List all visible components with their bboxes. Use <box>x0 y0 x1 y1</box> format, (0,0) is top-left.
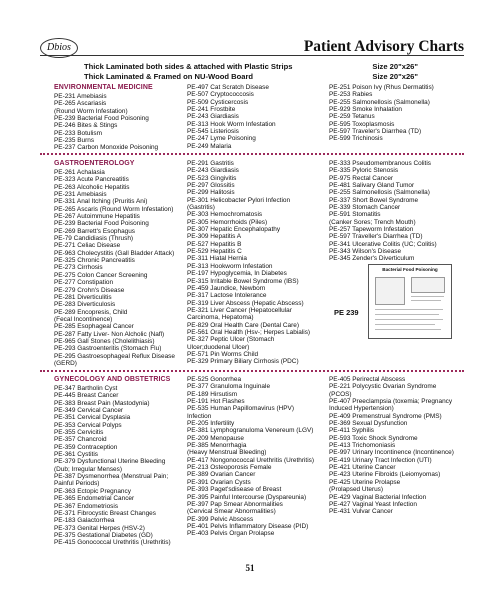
list-item: PE-361 Cystitis <box>54 451 99 459</box>
list-item: PE-239 Bacterial Food Poisoning <box>54 220 149 228</box>
list-item: PE-315 Irritable Bowel Syndrome (IBS) <box>187 277 299 285</box>
list-item: PE-355 Cervicitis <box>54 429 104 437</box>
sample-chart-figure <box>411 277 445 293</box>
list-item: PE-311 Hiatal Hernia <box>187 255 247 263</box>
list-item: PE-509 Cysticercosis <box>187 98 249 106</box>
list-item: (Gastritis) <box>187 204 215 212</box>
list-item: PE-235 Burns <box>54 137 95 145</box>
list-item: PE-301 Helicobacter Pylori Infection <box>187 196 291 204</box>
list-item: PE-529 Hepatitis C <box>187 248 242 256</box>
list-item: PE-347 Bartholin Cyst <box>54 385 118 392</box>
list-item: PE-277 Constipation <box>54 279 114 287</box>
list-item: PE-497 Cat Scratch Disease <box>187 84 269 91</box>
list-item: PE-267 Autoimmune Hepatitis <box>54 213 140 221</box>
list-item: PE-197 Hypoglycemia, In Diabetes <box>187 270 287 278</box>
list-item: PE-523 Gingivitis <box>187 174 237 182</box>
sample-chart-text-line <box>375 324 435 325</box>
list-item: PE-313 Hookworm Infestation <box>187 262 273 270</box>
list-item: PE-413 Trichomoniasis <box>329 442 396 450</box>
list-item: PE-246 Bites & Stings <box>54 122 118 130</box>
list-item: PE-233 Botulism <box>54 129 102 137</box>
list-item: PE-371 Fibrocystic Breast Changes <box>54 509 156 517</box>
list-item: PE-263 Alcoholic Hepatitis <box>54 183 130 191</box>
list-item: PE-597 Traveler's Diarrhea (TD) <box>329 128 422 136</box>
list-item: PE-265 Ascariasis <box>54 100 107 108</box>
sample-chart-text-line <box>375 309 443 310</box>
list-item: PE-79 Candidiasis (Thrush) <box>54 235 134 243</box>
list-item: PE-247 Lyme Poisoning <box>187 135 256 143</box>
list-item: PE-965 Gall Stones (Cholelithiasis) <box>54 337 155 345</box>
list-item: PE-343 Wilson's Disease <box>329 248 402 256</box>
column-3 <box>329 160 437 263</box>
list-item: PE-383 Breast Pain (Mastodynia) <box>54 399 150 407</box>
list-item: PE-289 Encopresis, Child <box>54 308 128 316</box>
list-item: (Dub; Irregular Menses) <box>54 465 122 473</box>
list-item: PE-405 Perirectal Abscess <box>329 376 406 383</box>
list-item: PE-261 Achalasia <box>54 169 105 176</box>
list-item: (Fecal Incontinence) <box>54 315 113 323</box>
list-item: PE-401 Pelvis Inflammatory Disease (PID) <box>187 522 309 530</box>
column-2 <box>187 84 276 150</box>
list-item: PE-183 Galactorrhea <box>54 517 115 525</box>
list-item: PE-379 Dysfunctional Uterine Bleeding <box>54 458 166 466</box>
list-item: PE-431 Vulvar Cancer <box>329 508 393 516</box>
list-item: PE-929 Smoke Inhalation <box>329 106 403 114</box>
sample-chart-text-line <box>375 319 443 320</box>
list-item: PE-353 Cervical Polyps <box>54 421 122 429</box>
list-item: PE-231 Amebiasis <box>54 93 107 100</box>
list-item: PE-507 Cryptococcosis <box>187 91 254 99</box>
list-item: PE-369 Sexual Dysfunction <box>329 420 408 428</box>
column-2 <box>187 160 310 366</box>
list-item: PE-241 Frostbite <box>187 106 236 114</box>
section-title: GYNECOLOGY AND OBSTETRICS <box>54 376 171 383</box>
list-item: PE-297 Glossitis <box>187 182 235 190</box>
list-item: PE-335 Pyloric Stenosis <box>329 167 399 175</box>
column-1 <box>54 93 158 152</box>
column-2 <box>187 376 314 538</box>
list-item: PE-337 Short Bowel Syndrome <box>329 196 419 204</box>
list-item: PE-591 Stomatitis <box>329 211 381 219</box>
list-item: PE-403 Pelvis Organ Prolapse <box>187 530 275 538</box>
list-item: PE-593 Toxic Shock Syndrome <box>329 434 418 442</box>
list-item: PE-255 Salmonellosis (Salmonella) <box>329 98 430 106</box>
list-item: PE-597 Traveller's Diarrhea (TD) <box>329 233 423 241</box>
list-item: PE-525 Gonorrhea <box>187 376 242 383</box>
list-item: PE-265 Ascaris (Round Worm Infestation) <box>54 205 174 213</box>
list-item: Infection <box>187 412 212 420</box>
list-item: PE-459 Jaundice, Newborn <box>187 284 266 292</box>
list-item: PE-319 Liver Abscess (Hepatic Abscess) <box>187 299 304 307</box>
list-item: PE-367 Endometriosis <box>54 502 119 510</box>
list-item: PE-571 Pin Worms Child <box>187 350 259 358</box>
list-item: PE-349 Cervical Cancer <box>54 407 124 415</box>
list-item: PE-429 Vaginal Bacterial Infection <box>329 493 427 501</box>
list-item: (Cervical Smear Abnormalities) <box>187 508 276 516</box>
list-item: PE-975 Rectal Cancer <box>329 174 394 182</box>
list-item: Ulcer;duodenal Ulcer) <box>187 343 250 351</box>
list-item: PE-299 Halitosis <box>187 189 235 197</box>
brand-logo: Dbios <box>40 38 78 58</box>
list-item: PE-389 Ovarian Cancer <box>187 471 256 479</box>
list-item: PE-249 Malaria <box>187 142 232 150</box>
list-item: PE-829 Oral Health Care (Dental Care) <box>187 321 299 329</box>
list-item: PE-381 Lymphogranuloma Venereum (LGV) <box>187 427 314 435</box>
list-item: PE-365 Endometrial Cancer <box>54 495 135 503</box>
list-item: PE-407 Preeclampsia (toxemia; Pregnancy <box>329 398 453 406</box>
list-item: PE-275 Colon Cancer Screening <box>54 271 148 279</box>
column-1 <box>54 169 175 367</box>
list-item: PE-273 Cirrhosis <box>54 264 103 272</box>
section-title: ENVIRONMENTAL MEDICINE <box>54 84 153 91</box>
list-item: PE-391 Ovarian Cysts <box>187 478 251 486</box>
list-item: PE-423 Uterine Fibroids (Leiomyomas) <box>329 471 441 479</box>
list-item: PE-257 Tapeworm Infestation <box>329 226 414 234</box>
list-item: PE-303 Hemochromatosis <box>187 211 263 219</box>
list-item: PE-231 Amebiasis <box>54 191 107 199</box>
list-item: PE-377 Granuloma Inguinale <box>187 383 271 391</box>
list-item: PE-323 Acute Pancreatitis <box>54 176 129 184</box>
section-title: GASTROENTEROLOGY <box>54 160 135 167</box>
list-item: PE-191 Hot Flashes <box>187 398 245 406</box>
header-rule <box>40 55 464 56</box>
list-item: PE-339 Stomach Cancer <box>329 204 401 212</box>
sample-chart-thumbnail <box>368 264 452 339</box>
list-item: PE-481 Salivary Gland Tumor <box>329 182 415 190</box>
list-item: PE-239 Bacterial Food Poisoning <box>54 115 149 123</box>
list-item: PE-291 Gastritis <box>187 160 234 167</box>
list-item: PE-253 Rabies <box>329 91 373 99</box>
sample-chart-text-line <box>411 296 444 297</box>
list-item: PE-293 Gastroenteritis (Stomach Flu) <box>54 345 162 353</box>
list-item: PE-415 Gonococcal Urethritis (Urethritis) <box>54 539 171 547</box>
list-item: PE-599 Trichinosis <box>329 135 383 143</box>
list-item: PE-561 Oral Health (Hsv-; Herpes Labialis) <box>187 328 311 336</box>
list-item: PE-269 Barrett's Esophagus <box>54 227 136 235</box>
list-item: PE-279 Crohn's Disease <box>54 286 125 294</box>
list-item: PE-363 Ectopic Pregnancy <box>54 487 131 495</box>
list-item: PE-421 Uterine Cancer <box>329 464 396 472</box>
list-item: PE-237 Carbon Monoxide Poisoning <box>54 144 159 152</box>
list-item: PE-997 Urinary Incontinence (Incontinence) <box>329 449 454 457</box>
list-item: PE-545 Listeriosis <box>187 128 239 136</box>
list-item: (PCOS) <box>329 390 352 398</box>
list-item: PE-527 Hepatitis B <box>187 240 242 248</box>
list-item: PE-317 Lactose Intolerance <box>187 292 267 300</box>
list-item: PE-399 Pelvic Abscess <box>187 515 254 523</box>
list-item: PE-341 Ulcerative Colitis (UC; Colitis) <box>329 240 437 248</box>
list-item: PE-445 Breast Cancer <box>54 392 119 400</box>
list-item: PE-331 Anal Itching (Pruritis Ani) <box>54 198 148 206</box>
list-item: PE-595 Toxoplasmosis <box>329 120 395 128</box>
sample-chart-text-line <box>375 329 441 330</box>
list-item: PE-243 Giardiasis <box>187 167 239 175</box>
list-item: PE-295 Gastroesophageal Reflux Disease <box>54 352 175 360</box>
list-item: PE-243 Giardiasis <box>187 113 239 121</box>
list-item: PE-321 Liver Cancer (Hepatocellular <box>187 306 292 314</box>
list-item: PE-373 Genital Herpes (HSV-2) <box>54 524 145 532</box>
list-item: PE-359 Contraception <box>54 443 118 451</box>
list-item: PE-393 Paget'sdisease of Breast <box>187 486 282 494</box>
sample-chart-text-line <box>375 314 439 315</box>
list-item: PE-281 Diverticulitis <box>54 293 112 301</box>
list-item: PE-963 Cholecystitis (Gall Bladder Attack) <box>54 249 175 257</box>
list-item: PE-285 Esophageal Cancer <box>54 323 134 331</box>
list-item: PE-427 Vaginal Yeast Infection <box>329 500 417 508</box>
list-item: Induced Hypertension) <box>329 405 394 413</box>
list-item: PE-325 Chronic Pancreatitis <box>54 257 135 265</box>
list-item: PE-327 Peptic Ulcer (Stomach <box>187 336 275 344</box>
list-item: PE-309 Hepatitis A <box>187 233 242 241</box>
list-item: PE-333 Pseudomembranous Colitis <box>329 160 431 167</box>
column-3 <box>329 84 434 143</box>
list-item: PE-397 Pap Smear Abnormalities <box>187 500 283 508</box>
section-environmental-medicine <box>54 84 448 154</box>
column-3 <box>329 376 454 516</box>
list-item: (Round Worm Infestation) <box>54 107 128 115</box>
list-item: PE-307 Hepatic Encephalopathy <box>187 226 281 234</box>
list-item: PE-411 Syphilis <box>329 427 374 435</box>
list-item: PE-271 Celiac Disease <box>54 242 121 250</box>
list-item: PE-417 Nongonococcal Urethritis (Urethritis) <box>187 456 315 464</box>
list-item: PE-357 Chancroid <box>54 436 107 444</box>
list-item: PE-395 Painful Intercourse (Dyspareunia) <box>187 493 307 501</box>
page-title: Patient Advisory Charts <box>303 38 464 55</box>
list-item: (Heavy Menstrual Bleeding) <box>187 449 267 457</box>
list-item: PE-287 Fatty Liver- Non Alcholic (Nafl) <box>54 330 165 338</box>
list-item: PE-375 Gestational Diabetes (GD) <box>54 531 153 539</box>
list-item: PE-283 Diverticulosis <box>54 301 116 309</box>
size-laminated: Size 20"x26" <box>372 62 418 71</box>
sample-chart-code: PE 239 <box>334 308 359 317</box>
subtitle-framed: Thick Laminated & Framed on NU-Wood Board <box>84 72 254 81</box>
list-item: PE-387 Dysmenorrhea (Menstrual Pain; <box>54 473 169 481</box>
list-item: PE-213 Osteoporosis Female <box>187 464 272 472</box>
subtitle-laminated: Thick Laminated both sides & attached with Plastic Strips <box>84 62 293 71</box>
list-item: PE-251 Poison Ivy (Rhus Dermatitis) <box>329 84 434 91</box>
sample-chart-text-line <box>411 300 441 301</box>
list-item: PE-419 Urinary Tract Infection (UTI) <box>329 456 432 464</box>
list-item: PE-209 Menopause <box>187 434 244 442</box>
list-item: PE-221 Polycystic Ovarian Syndrome <box>329 383 437 391</box>
list-item: (Prolapsed Uterus) <box>329 486 384 494</box>
list-item: PE-535 Human Papillomavirus (HPV) <box>187 405 294 413</box>
list-item: PE-255 Salmonellosis (Salmonella) <box>329 189 430 197</box>
list-item: PE-329 Primary Biliary Cirrhosis (PDC) <box>187 358 299 366</box>
list-item: PE-205 Infertility <box>187 420 235 428</box>
list-item: PE-351 Cervical Dysplasia <box>54 414 131 422</box>
list-item: PE-259 Tetanus <box>329 113 375 121</box>
list-item: Painful Periods) <box>54 480 100 488</box>
list-item: PE-189 Hirsutism <box>187 390 238 398</box>
sample-chart-title: Bacterial Food Poisoning <box>382 267 438 272</box>
sample-chart-figure <box>375 277 405 305</box>
section-divider <box>40 370 464 372</box>
list-item: PE-425 Uterine Prolapse <box>329 478 401 486</box>
section-divider <box>40 153 464 155</box>
size-framed: Size 20"x26" <box>372 72 418 81</box>
list-item: (Canker Sores; Trench Mouth) <box>329 218 416 226</box>
list-item: PE-313 Hook Worm Infestation <box>187 120 276 128</box>
list-item: Carcinoma, Hepatoma) <box>187 314 254 322</box>
list-item: PE-345 Zender's Diverticulum <box>329 255 415 263</box>
list-item: PE-305 Hemorrhoids (Piles) <box>187 218 268 226</box>
column-1 <box>54 385 171 547</box>
page-number: 51 <box>245 563 255 573</box>
list-item: PE-409 Premenstrual Syndrome (PMS) <box>329 412 442 420</box>
list-item: (GERD) <box>54 359 77 367</box>
list-item: PE-385 Menorrhagia <box>187 442 247 450</box>
section-gynecology-obstetrics <box>54 376 454 556</box>
